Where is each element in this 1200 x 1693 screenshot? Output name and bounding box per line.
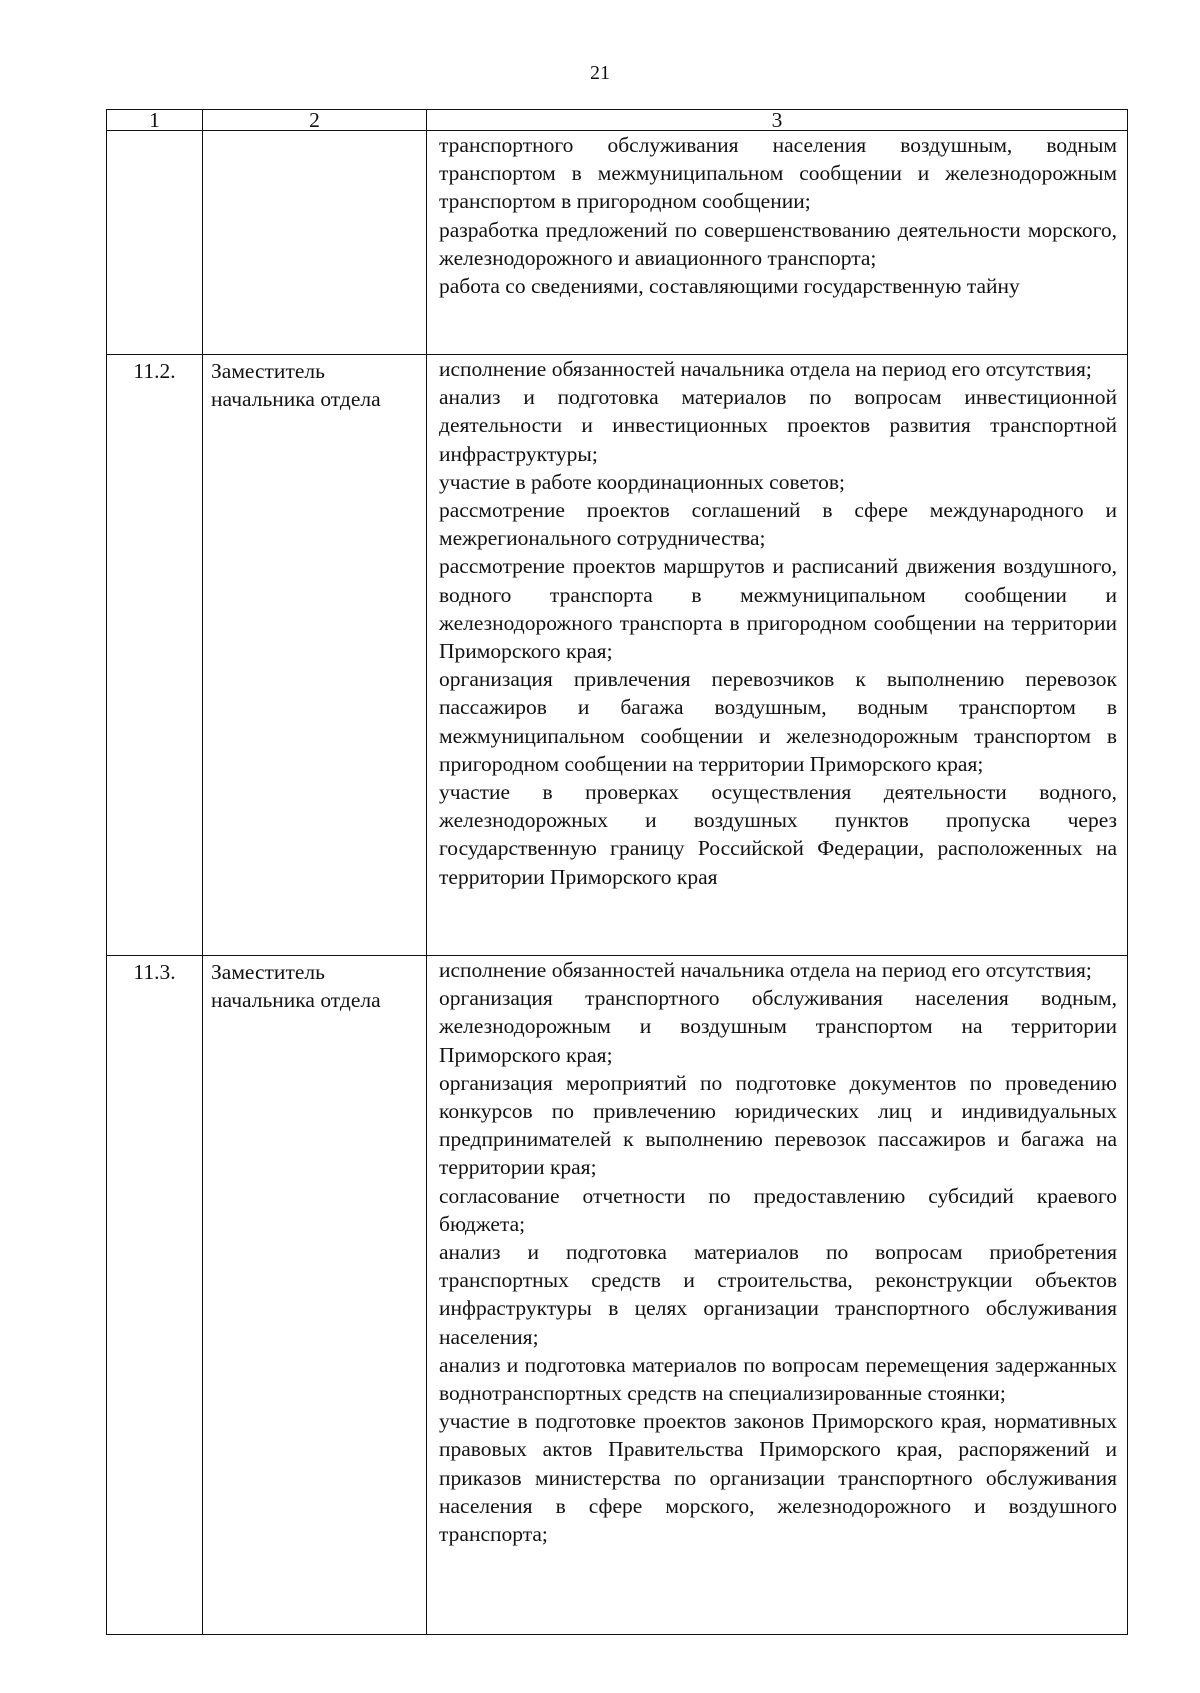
table-row — [107, 131, 1128, 355]
duty-item: организация транспортного обслуживания населения водным, железнодорожным и воздушным транспортом на территории Приморского края; — [439, 986, 1117, 1067]
table-row — [107, 355, 1128, 956]
duty-item: организация привлечения перевозчиков к выполнению перевозок пассажиров и багажа воздушным, водным транспортом в межмуниципальном сообщении и железнодорожным транспортом в пригородном сообщении на территории Приморского края; — [439, 667, 1117, 776]
duty-item: разработка предложений по совершенствованию деятельности морского, железнодорожного и авиационного транспорта; — [439, 217, 1117, 270]
duty-item: участие в проверках осуществления деятельности водного, железнодорожных и воздушных пунктов пропуска через государственную границу Российской Федерации, расположенных на территории Приморского края — [439, 780, 1117, 889]
duties-cell — [427, 956, 1128, 1635]
column-header-1: 1 — [107, 110, 203, 131]
duty-item: организация мероприятий по подготовке документов по проведению конкурсов по привлечению юридических лиц и индивидуальных предпринимателей к выполнению перевозок пассажиров и багажа на территории края; — [439, 1070, 1117, 1180]
duty-item: исполнение обязанностей начальника отдела на период его отсутствия; — [439, 958, 1092, 982]
duty-item: согласование отчетности по предоставлению субсидий краевого бюджета; — [439, 1183, 1117, 1236]
duty-item: анализ и подготовка материалов по вопросам приобретения транспортных средств и строительства, реконструкции объектов инфраструктуры в целях организации транспортного обслуживания населения; — [439, 1240, 1117, 1349]
position-title: Заместитель начальника отдела — [203, 956, 427, 1635]
duty-item: анализ и подготовка материалов по вопросам инвестиционной деятельности и инвестиционных проектов развития транспортной инфраструктуры; — [439, 385, 1117, 466]
duty-item: рассмотрение проектов маршрутов и расписаний движения воздушного, водного транспорта в межмуниципальном сообщении и железнодорожного транспорта в пригородном сообщении на территории Приморского края; — [439, 554, 1117, 664]
row-number — [107, 131, 203, 355]
position-title: Заместитель начальника отдела — [203, 355, 427, 956]
duty-item: работа со сведениями, составляющими государственную тайну — [439, 274, 1020, 299]
position-title — [203, 131, 427, 355]
duty-item: транспортного обслуживания населения воздушным, водным транспортом в межмуниципальном сообщении и железнодорожным транспортом в пригородном сообщении; — [439, 133, 1117, 214]
column-header-2: 2 — [203, 110, 427, 131]
duty-item: анализ и подготовка материалов по вопросам перемещения задержанных воднотранспортных средств на специализированные стоянки; — [439, 1352, 1117, 1406]
table-header-row — [107, 110, 1128, 131]
duty-item: исполнение обязанностей начальника отдела на период его отсутствия; — [439, 357, 1092, 381]
duties-cell — [427, 131, 1128, 355]
table-row — [107, 956, 1128, 1635]
duties-cell — [427, 355, 1128, 956]
column-header-3: 3 — [427, 110, 1128, 131]
row-number: 11.2. — [107, 355, 203, 956]
duty-item: участие в работе координационных советов; — [439, 469, 846, 494]
duty-item: участие в подготовке проектов законов Приморского края, нормативных правовых актов Правительства Приморского края, распоряжений и приказов министерства по организации транспортного обслуживания населения в сфере морского, железнодорожного и воздушного транспорта; — [439, 1409, 1117, 1547]
row-number: 11.3. — [107, 956, 203, 1635]
duty-item: рассмотрение проектов соглашений в сфере международного и межрегионального сотрудничества; — [439, 498, 1117, 551]
page-number: 21 — [590, 62, 610, 84]
duties-table — [106, 109, 1128, 1635]
